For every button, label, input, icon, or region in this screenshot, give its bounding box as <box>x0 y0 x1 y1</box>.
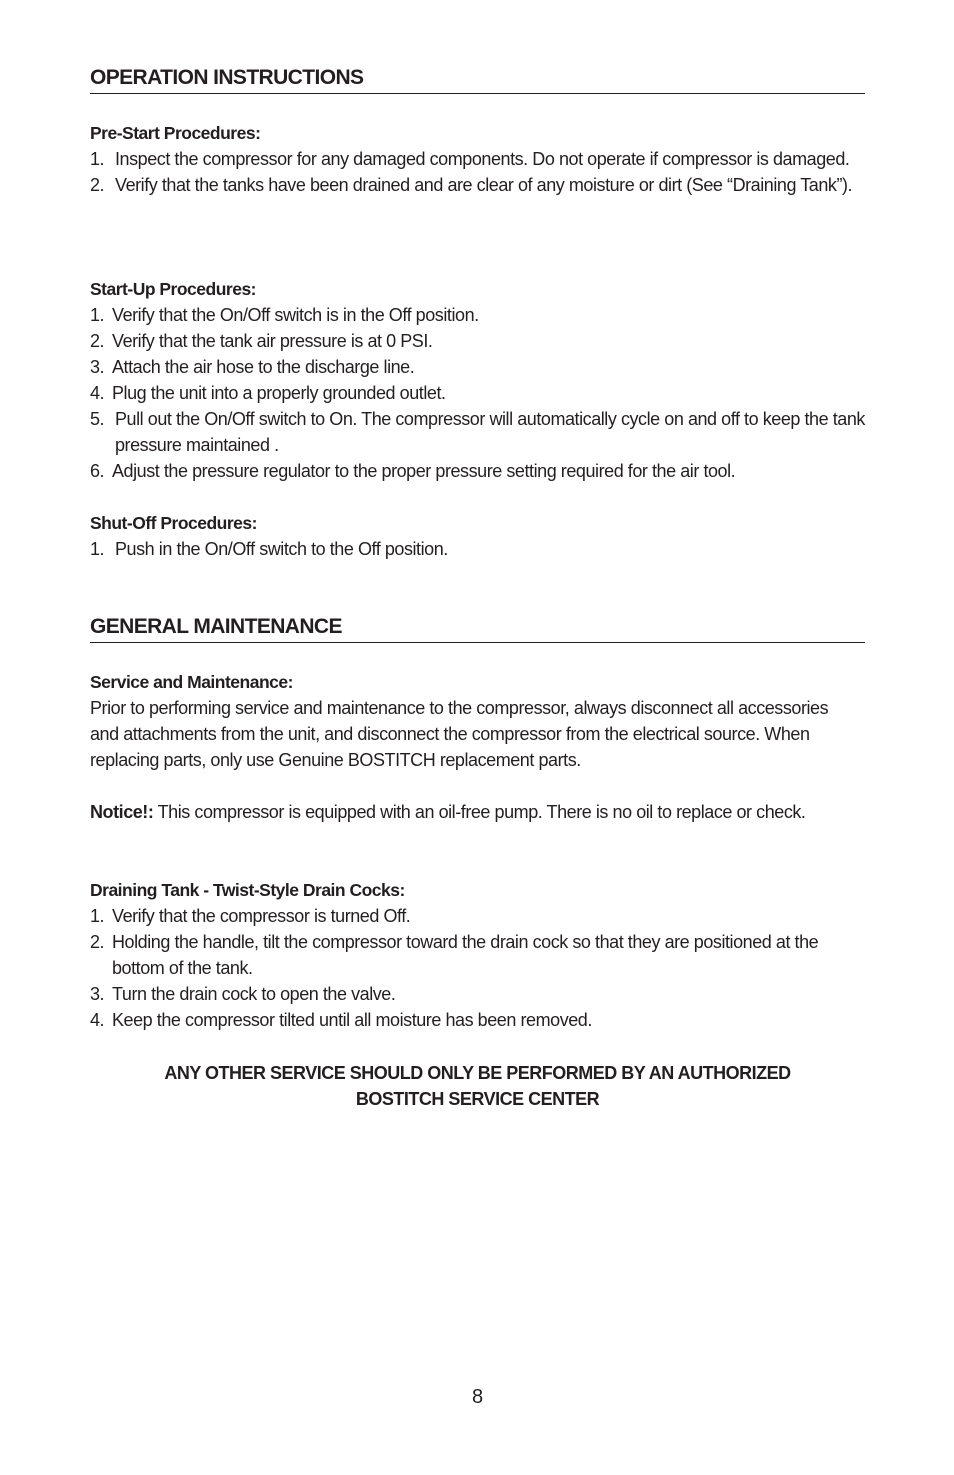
service-text: Prior to performing service and maintenance to the compressor, always disconnect all accessories and attachments from the unit, and disconnect the compressor from the electrical source. When replacing parts, only use Genuine BOSTITCH replacement parts. <box>90 698 829 770</box>
list-item <box>90 302 865 328</box>
list-item <box>90 981 865 1007</box>
note-line-1: ANY OTHER SERVICE SHOULD ONLY BE PERFORMED BY AN AUTHORIZED <box>164 1063 791 1083</box>
service-heading: Service and Maintenance: <box>90 672 293 692</box>
prestart-heading: Pre-Start Procedures: <box>90 123 261 143</box>
list-item <box>90 1007 865 1033</box>
maintenance-title: GENERAL MAINTENANCE <box>90 615 865 643</box>
item-number: 2. <box>90 932 105 952</box>
list-item <box>90 458 865 484</box>
shutoff-block <box>90 510 865 562</box>
manual-page <box>90 0 865 1475</box>
startup-list <box>90 302 865 484</box>
list-item <box>90 536 865 562</box>
note-line-2: BOSTITCH SERVICE CENTER <box>355 1089 600 1109</box>
list-item <box>90 354 865 380</box>
item-text: Attach the air hose to the discharge line. <box>112 357 415 377</box>
item-number: 3. <box>90 984 105 1004</box>
operation-title: OPERATION INSTRUCTIONS <box>90 66 865 94</box>
draining-list <box>90 903 865 1033</box>
startup-block <box>90 276 865 484</box>
list-item <box>90 929 865 981</box>
shutoff-list <box>90 536 865 562</box>
item-number: 4. <box>90 1010 105 1030</box>
item-number: 2. <box>90 331 105 351</box>
draining-block <box>90 877 865 1033</box>
item-text: Verify that the On/Off switch is in the Off position. <box>112 305 479 325</box>
item-number: 5. <box>90 409 105 429</box>
service-block <box>90 669 865 773</box>
notice-paragraph <box>90 799 865 825</box>
draining-heading: Draining Tank - Twist-Style Drain Cocks: <box>90 880 405 900</box>
list-item <box>90 380 865 406</box>
item-text: Turn the drain cock to open the valve. <box>112 984 396 1004</box>
page-number: 8 <box>471 1386 484 1408</box>
item-number: 1. <box>90 149 105 169</box>
authorized-service-note <box>90 1060 865 1112</box>
item-text: Verify that the tank air pressure is at 0 PSI. <box>112 331 433 351</box>
item-number: 2. <box>90 175 105 195</box>
item-text: Holding the handle, tilt the compressor toward the drain cock so that they are positioned at the bottom of the tank. <box>112 932 819 978</box>
shutoff-heading: Shut-Off Procedures: <box>90 513 257 533</box>
item-text: Verify that the compressor is turned Off. <box>112 906 411 926</box>
item-text: Pull out the On/Off switch to On. The compressor will automatically cycle on and off to keep the tank pressure maintained . <box>115 409 865 455</box>
item-text: Inspect the compressor for any damaged components. Do not operate if compressor is damaged. <box>115 149 850 169</box>
item-number: 1. <box>90 906 105 926</box>
list-item <box>90 172 865 198</box>
item-text: Adjust the pressure regulator to the proper pressure setting required for the air tool. <box>112 461 736 481</box>
prestart-list <box>90 146 865 198</box>
item-number: 3. <box>90 357 105 377</box>
item-text: Push in the On/Off switch to the Off position. <box>115 539 448 559</box>
list-item <box>90 903 865 929</box>
list-item <box>90 328 865 354</box>
item-number: 1. <box>90 305 105 325</box>
list-item <box>90 146 865 172</box>
operation-section <box>90 66 865 94</box>
item-text: Keep the compressor tilted until all moisture has been removed. <box>112 1010 592 1030</box>
notice-label: Notice!: <box>90 802 154 822</box>
notice-text: This compressor is equipped with an oil-free pump. There is no oil to replace or check. <box>153 802 806 822</box>
item-number: 1. <box>90 539 105 559</box>
notice-block <box>90 799 865 825</box>
prestart-block <box>90 120 865 198</box>
maintenance-section <box>90 615 865 643</box>
item-number: 4. <box>90 383 105 403</box>
item-text: Verify that the tanks have been drained and are clear of any moisture or dirt (See “Draining Tank”). <box>115 175 853 195</box>
item-text: Plug the unit into a properly grounded outlet. <box>112 383 446 403</box>
list-item <box>90 406 865 458</box>
item-number: 6. <box>90 461 105 481</box>
startup-heading: Start-Up Procedures: <box>90 279 257 299</box>
